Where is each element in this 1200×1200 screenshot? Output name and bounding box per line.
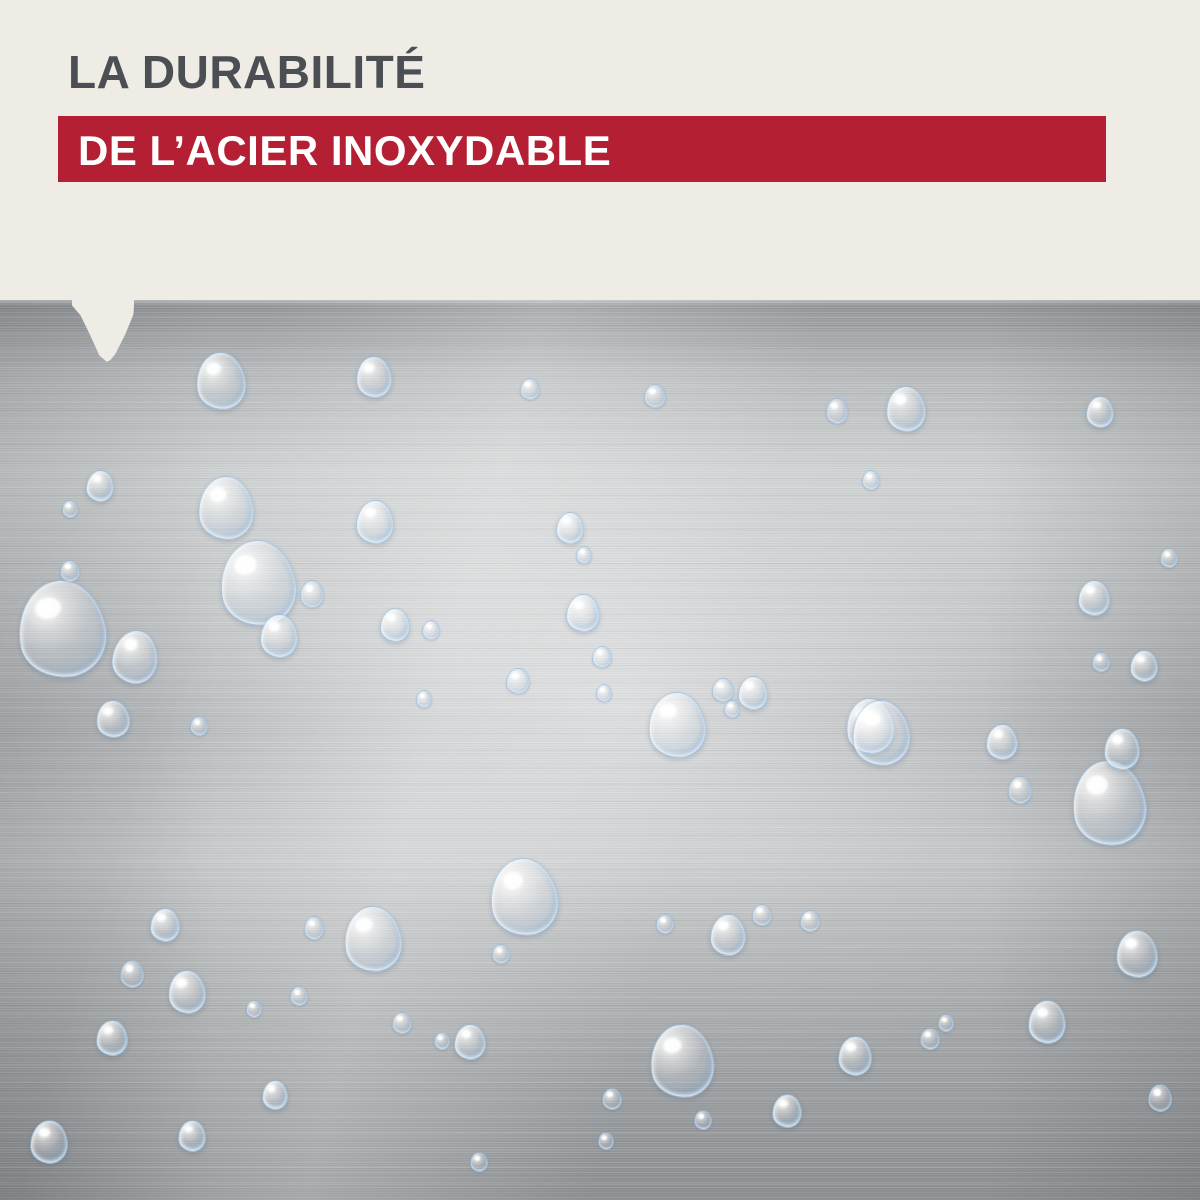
water-droplet bbox=[380, 608, 410, 642]
water-droplet bbox=[290, 986, 308, 1006]
water-droplet bbox=[712, 678, 734, 702]
water-droplet bbox=[1066, 755, 1151, 850]
water-droplet bbox=[62, 500, 78, 518]
water-droplet bbox=[190, 716, 208, 736]
water-droplet bbox=[838, 1036, 872, 1076]
water-droplet bbox=[592, 646, 612, 668]
water-droplet bbox=[260, 614, 298, 658]
page-title-secondary: DE L’ACIER INOXYDABLE bbox=[78, 127, 612, 174]
water-droplet bbox=[94, 698, 132, 739]
water-droplet bbox=[1028, 1000, 1066, 1044]
water-droplet bbox=[262, 1080, 288, 1110]
water-droplet bbox=[862, 470, 880, 490]
water-droplet bbox=[556, 512, 584, 544]
water-droplet bbox=[392, 1012, 412, 1034]
water-droplet bbox=[645, 689, 710, 761]
water-droplet bbox=[520, 378, 540, 400]
metal-sheen-overlay bbox=[0, 292, 1200, 1200]
water-droplet bbox=[454, 1024, 486, 1060]
water-droplet bbox=[1086, 396, 1114, 428]
water-droplet bbox=[60, 560, 80, 582]
water-droplet bbox=[1092, 652, 1110, 672]
water-droplet bbox=[470, 1152, 488, 1172]
water-droplet bbox=[193, 350, 249, 413]
water-droplet bbox=[492, 944, 510, 964]
water-droplet bbox=[1104, 728, 1140, 770]
water-droplet bbox=[1114, 929, 1159, 980]
brushed-grain-texture bbox=[0, 292, 1200, 1200]
water-droplet bbox=[566, 594, 600, 632]
water-droplet bbox=[724, 700, 740, 718]
water-droplet bbox=[506, 668, 530, 694]
water-droplet bbox=[576, 546, 592, 564]
water-droplet bbox=[196, 474, 256, 542]
water-droplet bbox=[485, 854, 563, 941]
water-droplet bbox=[166, 968, 208, 1015]
water-droplet bbox=[986, 724, 1018, 760]
water-droplet bbox=[109, 628, 160, 687]
title-highlight-bar bbox=[58, 116, 1106, 182]
water-droplet bbox=[304, 916, 324, 940]
water-droplet bbox=[884, 385, 927, 434]
brushed-grain-texture-secondary bbox=[0, 292, 1200, 1200]
water-droplet bbox=[356, 500, 394, 544]
water-droplet bbox=[843, 696, 897, 757]
water-droplet bbox=[602, 1088, 622, 1110]
water-droplet bbox=[246, 1000, 262, 1018]
water-droplet bbox=[150, 908, 180, 942]
steel-surface-photo bbox=[0, 292, 1200, 1200]
water-droplet bbox=[598, 1132, 614, 1150]
page-title-primary: LA DURABILITÉ bbox=[68, 46, 426, 98]
water-droplet bbox=[422, 620, 440, 640]
header-band bbox=[0, 0, 1200, 300]
water-droplet bbox=[178, 1120, 206, 1152]
water-droplet bbox=[849, 697, 914, 769]
water-droplet bbox=[920, 1028, 940, 1050]
water-droplet bbox=[1008, 776, 1032, 804]
water-droplet bbox=[12, 574, 113, 683]
water-droplet bbox=[738, 676, 768, 710]
water-droplet bbox=[596, 684, 612, 702]
water-droplet bbox=[300, 580, 324, 608]
water-droplet bbox=[772, 1094, 802, 1128]
water-droplet bbox=[800, 910, 820, 932]
water-droplet bbox=[214, 535, 301, 631]
water-droplet bbox=[1078, 580, 1110, 616]
water-droplet bbox=[96, 1020, 128, 1056]
water-droplet bbox=[644, 384, 666, 408]
water-droplet bbox=[694, 1110, 712, 1130]
water-droplet bbox=[710, 914, 746, 956]
water-droplet bbox=[1130, 650, 1158, 682]
water-droplet bbox=[826, 398, 848, 424]
water-droplet bbox=[416, 690, 432, 708]
water-droplet bbox=[646, 1021, 717, 1101]
water-droplet bbox=[341, 903, 406, 975]
water-droplet bbox=[752, 904, 772, 926]
water-droplet bbox=[1148, 1084, 1172, 1112]
water-droplet bbox=[355, 355, 394, 399]
water-droplet bbox=[85, 469, 115, 503]
water-droplet bbox=[120, 960, 144, 988]
water-droplet bbox=[434, 1032, 450, 1050]
water-droplet bbox=[656, 914, 674, 934]
water-droplet bbox=[1160, 548, 1178, 568]
water-droplet bbox=[938, 1014, 954, 1032]
water-droplet bbox=[30, 1120, 68, 1164]
